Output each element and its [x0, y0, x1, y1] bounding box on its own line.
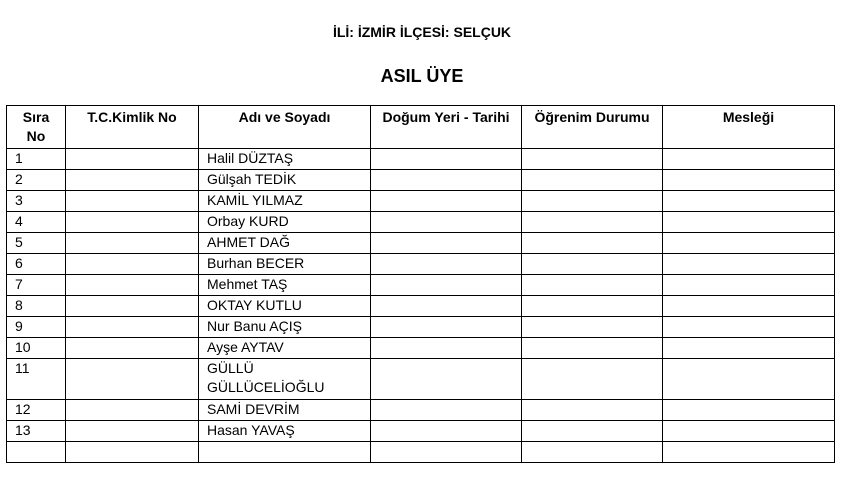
sira-no-cell: 2 [7, 170, 66, 191]
table-row [7, 400, 835, 421]
meslegi-cell [663, 421, 835, 442]
sira-no-cell: 9 [7, 317, 66, 338]
dogum-yeri-tarihi-cell [371, 338, 522, 359]
tc-kimlik-no-cell [66, 149, 199, 170]
ogrenim-durumu-cell [522, 233, 663, 254]
ogrenim-durumu-cell [522, 421, 663, 442]
table-row [7, 442, 835, 463]
table-row [7, 421, 835, 442]
meslegi-cell [663, 317, 835, 338]
location-heading: İLİ: İZMİR İLÇESİ: SELÇUK [332, 24, 512, 40]
ogrenim-durumu-cell [522, 149, 663, 170]
dogum-yeri-tarihi-cell [371, 275, 522, 296]
dogum-yeri-tarihi-cell [371, 149, 522, 170]
ogrenim-durumu-cell [522, 317, 663, 338]
column-header-dogum-yeri-tarihi: Doğum Yeri - Tarihi [371, 106, 522, 149]
adi-soyadi-cell: Mehmet TAŞ [199, 275, 371, 296]
ogrenim-durumu-cell [522, 442, 663, 463]
table-row [7, 317, 835, 338]
adi-soyadi-cell: Ayşe AYTAV [199, 338, 371, 359]
column-header-sira-no: Sıra No [7, 106, 66, 149]
tc-kimlik-no-cell [66, 338, 199, 359]
dogum-yeri-tarihi-cell [371, 212, 522, 233]
meslegi-cell [663, 212, 835, 233]
dogum-yeri-tarihi-cell [371, 421, 522, 442]
table-row [7, 149, 835, 170]
adi-soyadi-cell: Hasan YAVAŞ [199, 421, 371, 442]
table-row [7, 338, 835, 359]
table-header-row [7, 106, 835, 149]
dogum-yeri-tarihi-cell [371, 191, 522, 212]
ogrenim-durumu-cell [522, 338, 663, 359]
adi-soyadi-cell: Gülşah TEDİK [199, 170, 371, 191]
page-title: ASIL ÜYE [380, 66, 464, 86]
dogum-yeri-tarihi-cell [371, 296, 522, 317]
dogum-yeri-tarihi-cell [371, 317, 522, 338]
table-row [7, 254, 835, 275]
sira-no-cell: 11 [7, 359, 66, 400]
meslegi-cell [663, 296, 835, 317]
dogum-yeri-tarihi-cell [371, 170, 522, 191]
adi-soyadi-cell: Nur Banu AÇIŞ [199, 317, 371, 338]
sira-no-cell: 4 [7, 212, 66, 233]
ogrenim-durumu-cell [522, 296, 663, 317]
adi-soyadi-cell: Orbay KURD [199, 212, 371, 233]
adi-soyadi-cell [199, 442, 371, 463]
sira-no-cell: 8 [7, 296, 66, 317]
adi-soyadi-cell: SAMİ DEVRİM [199, 400, 371, 421]
ogrenim-durumu-cell [522, 254, 663, 275]
member-table [6, 105, 835, 463]
tc-kimlik-no-cell [66, 400, 199, 421]
column-header-tc-kimlik-no: T.C.Kimlik No [66, 106, 199, 149]
sira-no-cell: 3 [7, 191, 66, 212]
sira-no-cell: 10 [7, 338, 66, 359]
meslegi-cell [663, 442, 835, 463]
meslegi-cell [663, 338, 835, 359]
sira-no-cell: 12 [7, 400, 66, 421]
meslegi-cell [663, 170, 835, 191]
dogum-yeri-tarihi-cell [371, 254, 522, 275]
adi-soyadi-cell: Halil DÜZTAŞ [199, 149, 371, 170]
meslegi-cell [663, 359, 835, 400]
tc-kimlik-no-cell [66, 442, 199, 463]
ogrenim-durumu-cell [522, 275, 663, 296]
table-row [7, 275, 835, 296]
table-row [7, 212, 835, 233]
meslegi-cell [663, 275, 835, 296]
table-row [7, 191, 835, 212]
tc-kimlik-no-cell [66, 170, 199, 191]
ogrenim-durumu-cell [522, 400, 663, 421]
ogrenim-durumu-cell [522, 170, 663, 191]
sira-no-cell: 6 [7, 254, 66, 275]
tc-kimlik-no-cell [66, 359, 199, 400]
ogrenim-durumu-cell [522, 212, 663, 233]
table-row [7, 359, 835, 400]
tc-kimlik-no-cell [66, 254, 199, 275]
meslegi-cell [663, 149, 835, 170]
tc-kimlik-no-cell [66, 275, 199, 296]
sira-no-cell: 5 [7, 233, 66, 254]
tc-kimlik-no-cell [66, 317, 199, 338]
column-header-ogrenim-durumu: Öğrenim Durumu [522, 106, 663, 149]
meslegi-cell [663, 400, 835, 421]
tc-kimlik-no-cell [66, 191, 199, 212]
adi-soyadi-cell: KAMİL YILMAZ [199, 191, 371, 212]
dogum-yeri-tarihi-cell [371, 233, 522, 254]
sira-no-cell [7, 442, 66, 463]
tc-kimlik-no-cell [66, 212, 199, 233]
adi-soyadi-cell: Burhan BECER [199, 254, 371, 275]
column-header-adi-soyadi: Adı ve Soyadı [199, 106, 371, 149]
dogum-yeri-tarihi-cell [371, 400, 522, 421]
sira-no-cell: 1 [7, 149, 66, 170]
adi-soyadi-cell: GÜLLÜ GÜLLÜCELİOĞLU [199, 359, 371, 400]
adi-soyadi-cell: OKTAY KUTLU [199, 296, 371, 317]
tc-kimlik-no-cell [66, 421, 199, 442]
table-row [7, 296, 835, 317]
ogrenim-durumu-cell [522, 191, 663, 212]
tc-kimlik-no-cell [66, 296, 199, 317]
meslegi-cell [663, 233, 835, 254]
sira-no-cell: 7 [7, 275, 66, 296]
adi-soyadi-cell: AHMET DAĞ [199, 233, 371, 254]
dogum-yeri-tarihi-cell [371, 359, 522, 400]
meslegi-cell [663, 191, 835, 212]
dogum-yeri-tarihi-cell [371, 442, 522, 463]
table-body [7, 149, 835, 463]
tc-kimlik-no-cell [66, 233, 199, 254]
sira-no-cell: 13 [7, 421, 66, 442]
meslegi-cell [663, 254, 835, 275]
ogrenim-durumu-cell [522, 359, 663, 400]
table-row [7, 170, 835, 191]
column-header-meslegi: Mesleği [663, 106, 835, 149]
table-row [7, 233, 835, 254]
